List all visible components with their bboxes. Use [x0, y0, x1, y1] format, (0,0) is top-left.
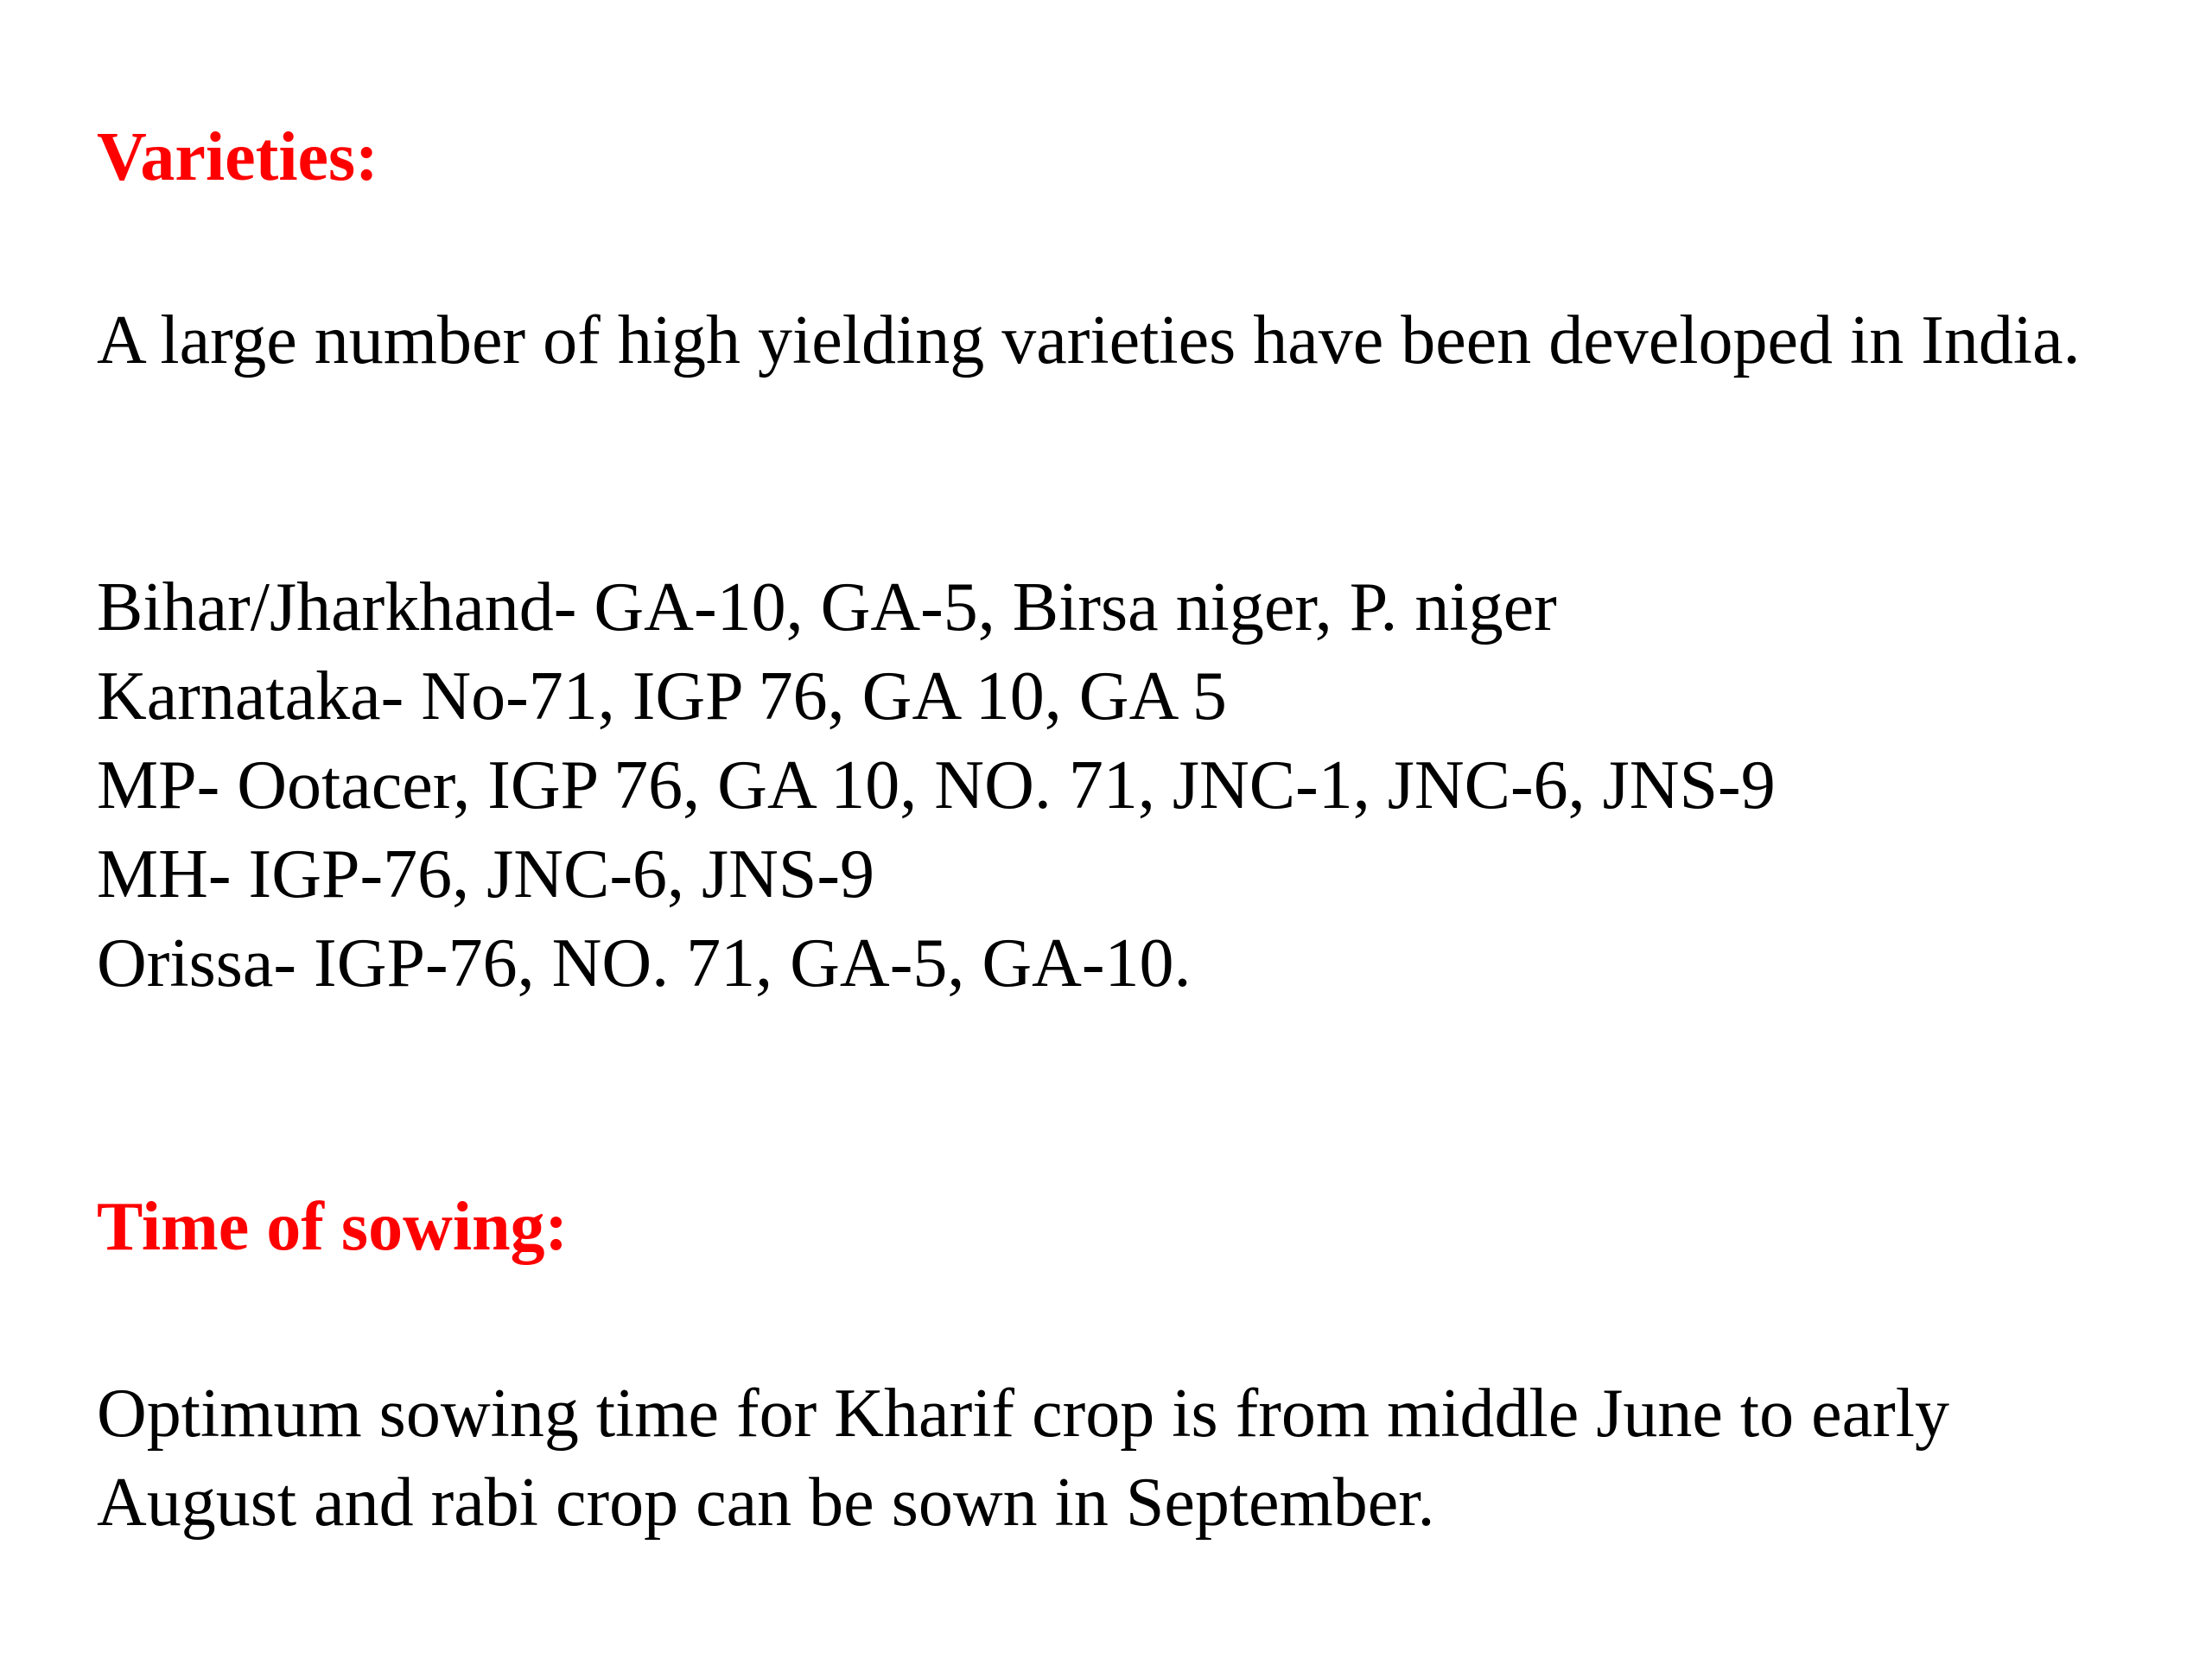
varieties-heading: Varieties:	[97, 119, 378, 195]
region-item-orissa: Orissa- IGP-76, NO. 71, GA-5, GA-10.	[97, 925, 1192, 1001]
region-item-karnataka: Karnataka- No-71, IGP 76, GA 10, GA 5	[97, 658, 1227, 734]
region-varieties-list	[97, 563, 1776, 1008]
sowing-time-paragraph: Optimum sowing time for Kharif crop is from middle June to early August and rabi crop can be sown in September.	[97, 1376, 1950, 1541]
region-item-mh: MH- IGP-76, JNC-6, JNS-9	[97, 836, 875, 912]
region-item-bihar-jharkhand: Bihar/Jharkhand- GA-10, GA-5, Birsa niger, P. niger	[97, 569, 1557, 645]
region-item-mp: MP- Ootacer, IGP 76, GA 10, NO. 71, JNC-1, JNC-6, JNS-9	[97, 747, 1776, 823]
time-of-sowing-heading: Time of sowing:	[97, 1189, 569, 1265]
varieties-intro-paragraph: A large number of high yielding varieties have been developed in India.	[97, 302, 2081, 378]
